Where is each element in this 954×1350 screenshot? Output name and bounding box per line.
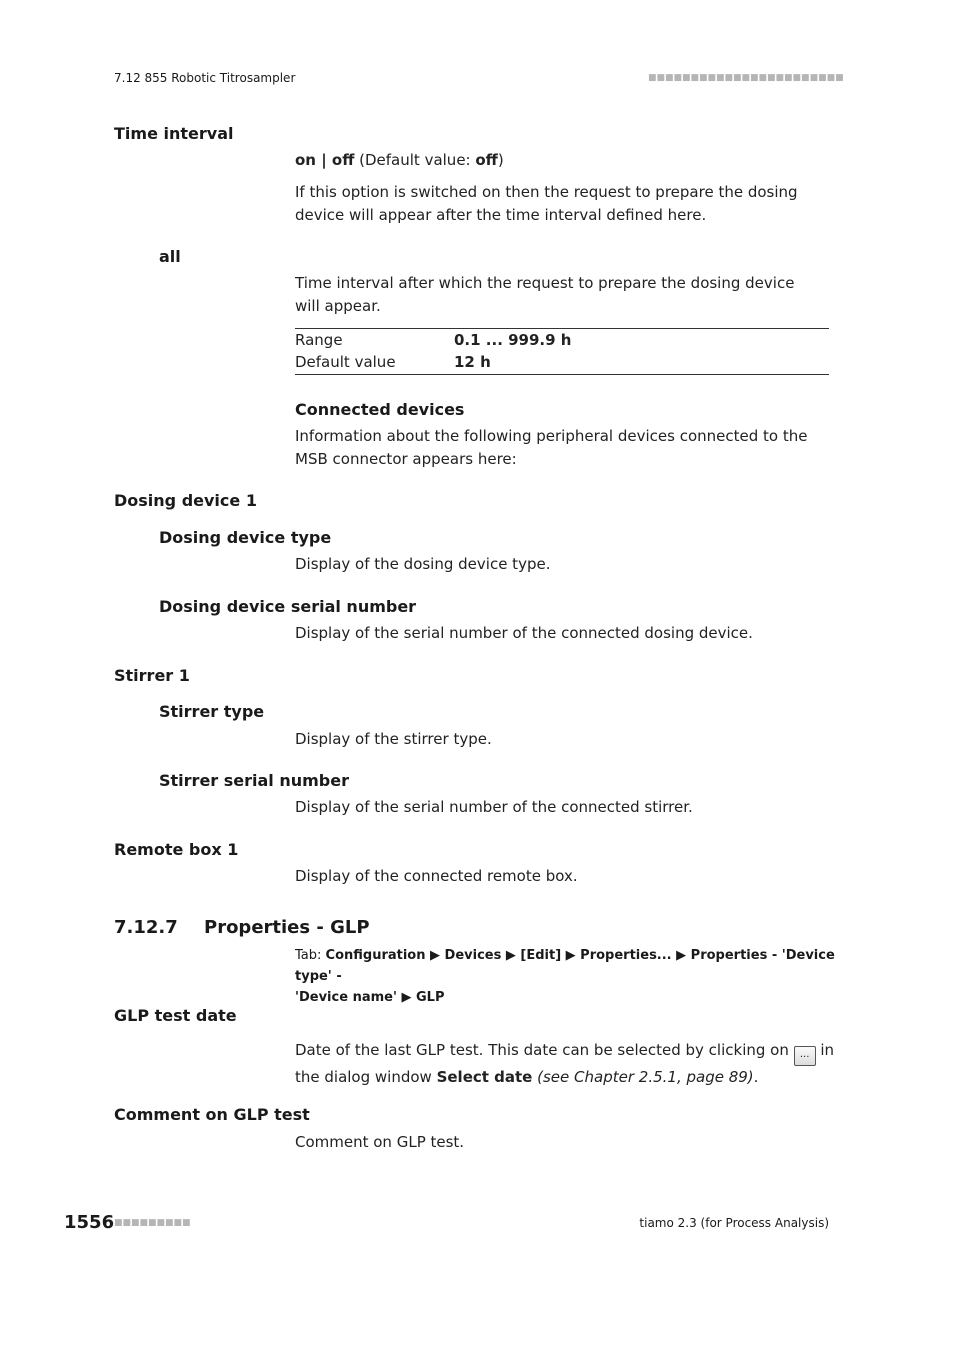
default-value: off <box>475 151 498 169</box>
footer-product: tiamo 2.3 (for Process Analysis) <box>639 1216 829 1230</box>
table-row-range-label: Range <box>295 331 343 349</box>
stirrer-heading: Stirrer 1 <box>114 666 190 685</box>
running-header-chapter: 7.12 855 Robotic Titrosampler <box>114 71 296 85</box>
default-close: ) <box>497 151 504 169</box>
remote-box-description: Display of the connected remote box. <box>295 867 578 885</box>
footer-dots: ■■■■■■■■■ <box>114 1218 191 1228</box>
section-number: 7.12.7 <box>114 917 178 938</box>
tab-navigation-path <box>295 945 835 1008</box>
glp-test-date-description <box>295 1039 835 1089</box>
stirrer-type-heading: Stirrer type <box>159 702 265 721</box>
glp-test-date-heading: GLP test date <box>114 1006 237 1025</box>
chapter-reference-link[interactable]: (see Chapter 2.5.1, page 89) <box>537 1068 754 1086</box>
table-row-range-value: 0.1 ... 999.9 h <box>454 331 572 349</box>
connected-devices-heading: Connected devices <box>295 400 465 419</box>
time-interval-heading: Time interval <box>114 124 234 143</box>
time-interval-description: If this option is switched on then the request to prepare the dosing device will appear after the time interval defined here. <box>295 183 798 224</box>
tab-label: Tab: <box>295 948 326 963</box>
tab-path-line-1: Configuration ▶ Devices ▶ [Edit] ▶ Properties... ▶ Properties - 'Device type' - <box>295 948 835 984</box>
header-dots: ■■■■■■■■■■■■■■■■■■■■■■■ <box>648 73 844 83</box>
remote-box-heading: Remote box 1 <box>114 840 239 859</box>
dosing-device-heading: Dosing device 1 <box>114 491 257 510</box>
table-row-default-value: 12 h <box>454 353 491 371</box>
stirrer-serial-description: Display of the serial number of the connected stirrer. <box>295 798 693 816</box>
tab-path-line-2: 'Device name' ▶ GLP <box>295 990 445 1005</box>
dosing-device-serial-description: Display of the serial number of the connected dosing device. <box>295 624 753 642</box>
all-heading: all <box>159 247 181 266</box>
glp-comment-description: Comment on GLP test. <box>295 1133 465 1151</box>
glp-desc-text: Date of the last GLP test. This date can be selected by clicking on <box>295 1041 794 1059</box>
page-number: 1556 <box>64 1212 115 1233</box>
stirrer-type-description: Display of the stirrer type. <box>295 730 492 748</box>
option-values: on | off <box>295 151 355 169</box>
glp-desc-end: . <box>753 1068 759 1086</box>
table-row-default-label: Default value <box>295 353 396 371</box>
default-label: (Default value: <box>354 151 476 169</box>
all-description: Time interval after which the request to prepare the dosing device will appear. <box>295 274 795 315</box>
section-title: Properties - GLP <box>204 917 370 938</box>
ellipsis-button-icon: ... <box>794 1046 816 1066</box>
glp-desc-text-mid: in the dialog window <box>295 1041 835 1086</box>
select-date-dialog-name: Select date <box>436 1068 533 1086</box>
dosing-device-type-description: Display of the dosing device type. <box>295 555 551 573</box>
dosing-device-type-heading: Dosing device type <box>159 528 332 547</box>
dosing-device-serial-heading: Dosing device serial number <box>159 597 417 616</box>
time-interval-options <box>295 149 835 172</box>
connected-devices-description: Information about the following peripheral devices connected to the MSB connector appears here: <box>295 427 808 468</box>
stirrer-serial-heading: Stirrer serial number <box>159 771 349 790</box>
glp-comment-heading: Comment on GLP test <box>114 1105 310 1124</box>
table-bottom-rule <box>295 374 829 375</box>
